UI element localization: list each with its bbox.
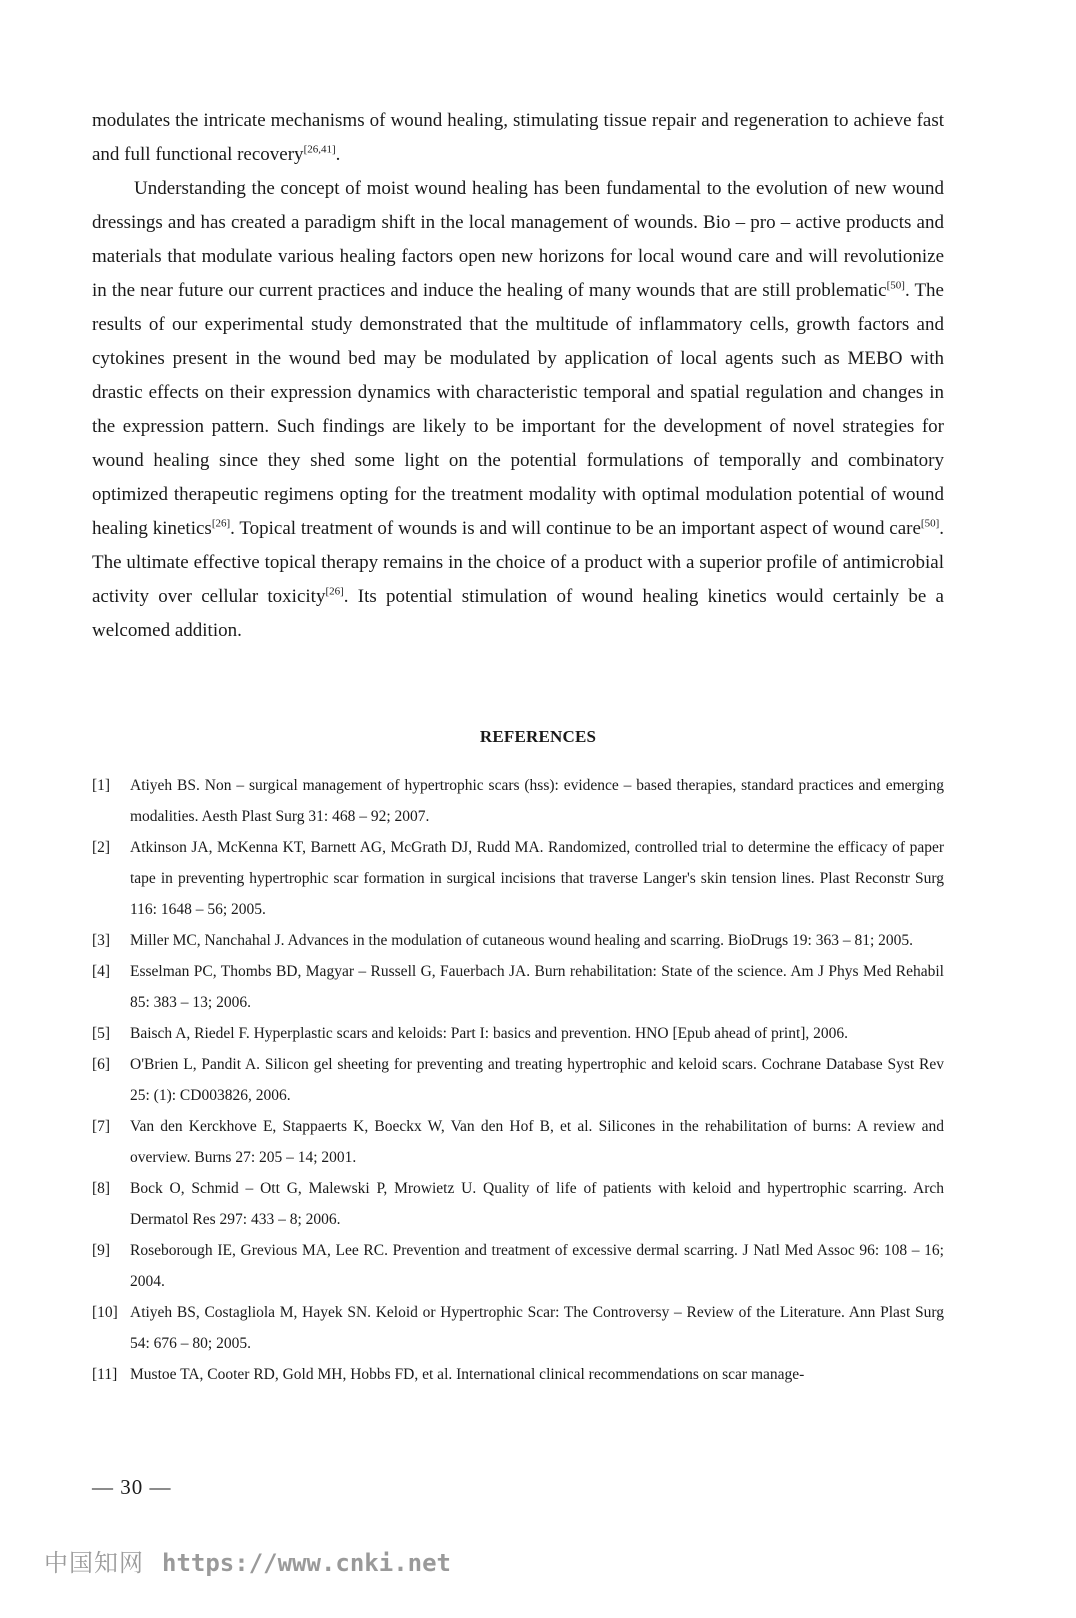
- references-heading: REFERENCES: [479, 727, 597, 746]
- page-number: — 30 —: [92, 1475, 172, 1499]
- reference-number: [5]: [92, 1025, 111, 1042]
- reference-text: Atiyeh BS. Non – surgical management of hypertrophic scars (hss): evidence – based therapies, standard practices and emerging modalities. Aesth Plast Surg 31: 468 – 92; 2007.: [130, 777, 944, 825]
- reference-text: Atiyeh BS, Costagliola M, Hayek SN. Keloid or Hypertrophic Scar: The Controversy – Review of the Literature. Ann Plast Surg 54: 676 – 80; 2005.: [130, 1304, 944, 1352]
- reference-text: Bock O, Schmid – Ott G, Malewski P, Mrowietz U. Quality of life of patients with keloid and hypertrophic scarring. Arch Dermatol Res 297: 433 – 8; 2006.: [130, 1180, 944, 1228]
- citation: [26,41]: [303, 143, 336, 156]
- reference-number: [8]: [92, 1180, 111, 1197]
- reference-item: [92, 956, 944, 1018]
- citation: [26]: [325, 585, 344, 598]
- watermark-url[interactable]: https://www.cnki.net: [162, 1549, 451, 1577]
- reference-list: [92, 770, 944, 1390]
- reference-item: [92, 832, 944, 925]
- paragraph-1: [92, 104, 944, 172]
- paragraph-2: [92, 172, 944, 648]
- paragraph-text: modulates the intricate mechanisms of wound healing, stimulating tissue repair and regeneration to achieve fast and full functional recovery: [92, 110, 944, 165]
- reference-text: Roseborough IE, Grevious MA, Lee RC. Prevention and treatment of excessive dermal scarring. J Natl Med Assoc 96: 108 – 16; 2004.: [130, 1242, 944, 1290]
- reference-text: Mustoe TA, Cooter RD, Gold MH, Hobbs FD, et al. International clinical recommendations on scar manage-: [130, 1366, 805, 1383]
- reference-number: [9]: [92, 1242, 111, 1259]
- paragraph-text: . Topical treatment of wounds is and will continue to be an important aspect of wound care: [230, 518, 921, 539]
- reference-text: O'Brien L, Pandit A. Silicon gel sheeting for preventing and treating hypertrophic and keloid scars. Cochrane Database Syst Rev 25: (1): CD003826, 2006.: [130, 1056, 944, 1104]
- body-text: [92, 104, 944, 648]
- reference-item: [92, 1018, 944, 1049]
- reference-number: [1]: [92, 777, 111, 794]
- reference-number: [11]: [92, 1366, 118, 1383]
- reference-number: [3]: [92, 932, 111, 949]
- reference-text: Atkinson JA, McKenna KT, Barnett AG, McGrath DJ, Rudd MA. Randomized, controlled trial to determine the efficacy of paper tape in preventing hypertrophic scar formation in surgical incisions that traverse Langer's skin tension lines. Plast Reconstr Surg 116: 1648 – 56; 2005.: [130, 839, 944, 918]
- reference-item: [92, 1111, 944, 1173]
- reference-number: [6]: [92, 1056, 111, 1073]
- paragraph-text: . Its potential stimulation of wound healing kinetics would certainly be a welcomed addition.: [92, 586, 944, 641]
- citation: [26]: [211, 517, 231, 530]
- reference-item: [92, 1235, 944, 1297]
- citation: [50]: [920, 517, 940, 530]
- reference-text: Miller MC, Nanchahal J. Advances in the modulation of cutaneous wound healing and scarring. BioDrugs 19: 363 – 81; 2005.: [130, 932, 914, 949]
- reference-item: [92, 1359, 944, 1390]
- reference-item: [92, 770, 944, 832]
- reference-item: [92, 1173, 944, 1235]
- cnki-watermark[interactable]: [44, 1543, 451, 1578]
- citation: [50]: [886, 279, 905, 292]
- reference-number: [2]: [92, 839, 111, 856]
- reference-number: [7]: [92, 1118, 111, 1135]
- paragraph-text: . The results of our experimental study demonstrated that the multitude of inflammatory cells, growth factors and cytokines present in the wound bed may be modulated by application of local agents such as MEBO with drastic effects on their expression dynamics with characteristic temporal and spatial regulation and changes in the expression pattern. Such findings are likely to be important for the development of novel strategies for wound healing since they shed some light on the potential formulations of temporally and combinatory optimized therapeutic regimens opting for the treatment modality with optimal modulation potential of wound healing kinetics: [92, 280, 944, 539]
- paragraph-text: . The ultimate effective topical therapy remains in the choice of a product with a superior profile of antimicrobial activity over cellular toxicity: [92, 518, 944, 607]
- reference-text: Van den Kerckhove E, Stappaerts K, Boeckx W, Van den Hof B, et al. Silicones in the rehabilitation of burns: A review and overview. Burns 27: 205 – 14; 2001.: [130, 1118, 944, 1166]
- reference-item: [92, 1297, 944, 1359]
- reference-text: Esselman PC, Thombs BD, Magyar – Russell G, Fauerbach JA. Burn rehabilitation: State of the science. Am J Phys Med Rehabil 85: 383 – 13; 2006.: [130, 963, 944, 1011]
- reference-item: [92, 1049, 944, 1111]
- paragraph-text: Understanding the concept of moist wound healing has been fundamental to the evolution of new wound dressings and has created a paradigm shift in the local management of wounds. Bio – pro – active products and materials that modulate various healing factors open new horizons for local wound care and will revolutionize in the near future our current practices and induce the healing of many wounds that are still problematic: [92, 178, 944, 301]
- reference-number: [4]: [92, 963, 111, 980]
- reference-text: Baisch A, Riedel F. Hyperplastic scars and keloids: Part I: basics and prevention. HNO [Epub ahead of print], 2006.: [130, 1025, 849, 1042]
- watermark-cn-text: 中国知网: [44, 1549, 144, 1577]
- reference-number: [10]: [92, 1304, 118, 1321]
- reference-item: [92, 925, 944, 956]
- paragraph-text: .: [335, 144, 341, 165]
